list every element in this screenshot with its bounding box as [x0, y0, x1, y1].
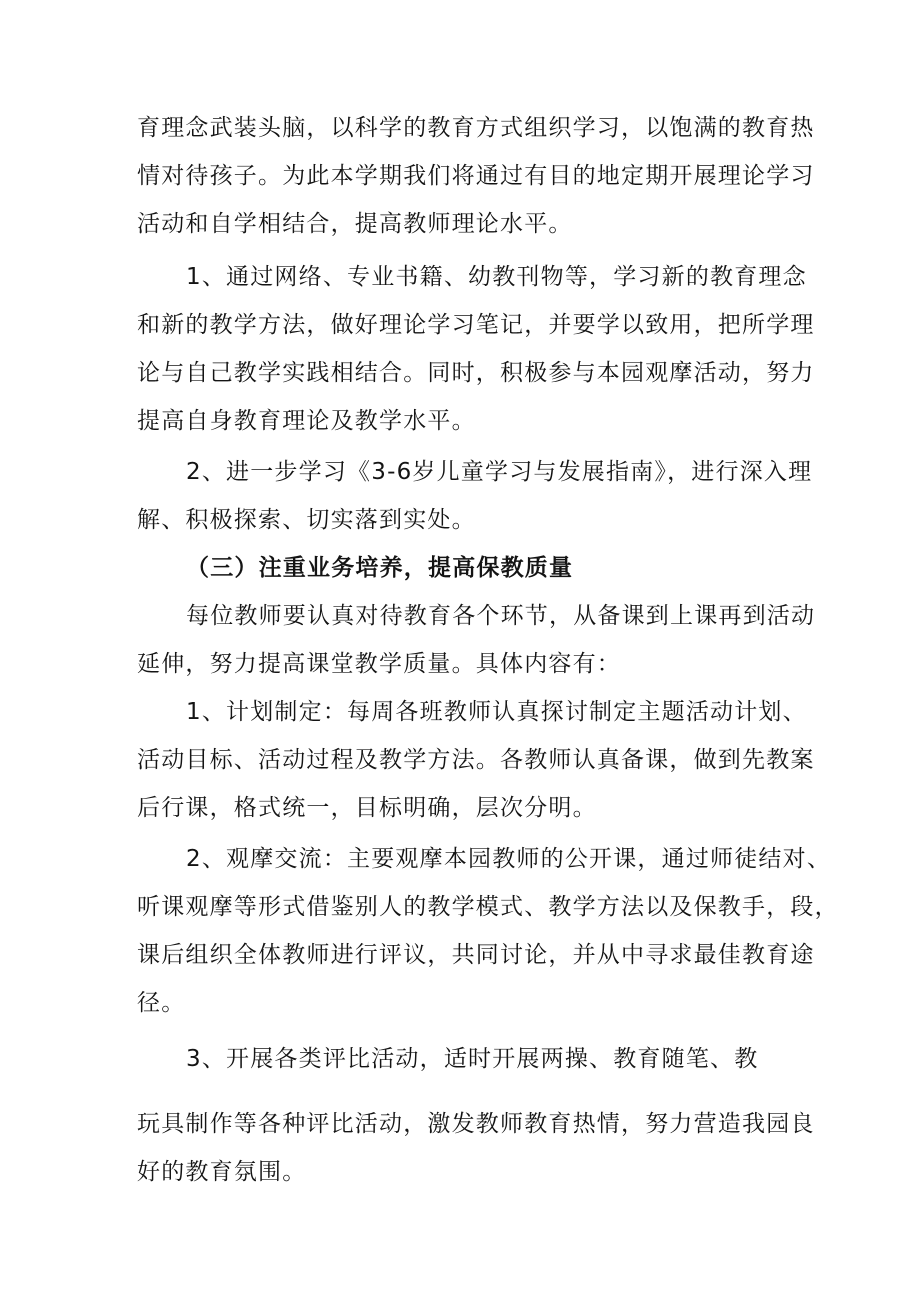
list-item-line: 3、开展各类评比活动，适时开展两操、教育随笔、教 [186, 1046, 759, 1072]
paragraph-line: 后行课，格式统一，目标明确，层次分明。 [137, 795, 597, 821]
paragraph-line: 和新的教学方法，做好理论学习笔记，并要学以致用，把所学理 [137, 312, 815, 338]
paragraph-line: 玩具制作等各种评比活动，激发教师教育热情，努力营造我园良 [137, 1111, 815, 1137]
paragraph-line: 课后组织全体教师进行评议，共同讨论，并从中寻求最佳教育途 [137, 942, 815, 968]
paragraph-line: 每位教师要认真对待教育各个环节，从备课到上课再到活动 [186, 603, 816, 629]
list-item-line: 1、计划制定：每周各班教师认真探讨制定主题活动计划、 [186, 699, 807, 725]
paragraph-line: 活动和自学相结合，提高教师理论水平。 [137, 211, 573, 237]
paragraph-line: 听课观摩等形式借鉴别人的教学模式、教学方法以及保教手，段， [137, 894, 839, 920]
paragraph-line: 提高自身教育理论及教学水平。 [137, 408, 476, 434]
paragraph-line: 论与自己教学实践相结合。同时，积极参与本园观摩活动，努力 [137, 360, 815, 386]
paragraph-line: 情对待孩子。为此本学期我们将通过有目的地定期开展理论学习 [137, 163, 815, 189]
paragraph-line: 育理念武装头脑，以科学的教育方式组织学习，以饱满的教育热 [137, 115, 815, 141]
paragraph-line: 好的教育氛围。 [137, 1159, 307, 1185]
list-item-line: 2、进一步学习《3-6岁儿童学习与发展指南》，进行深入理 [186, 459, 813, 485]
paragraph-line: 解、积极探索、切实落到实处。 [137, 507, 476, 533]
section-heading: （三）注重业务培养，提高保教质量 [186, 555, 574, 581]
paragraph-line: 活动目标、活动过程及教学方法。各教师认真备课，做到先教案 [137, 747, 815, 773]
list-item-line: 2、观摩交流：主要观摩本园教师的公开课，通过师徒结对、 [186, 846, 832, 872]
list-item-line: 1、通过网络、专业书籍、幼教刊物等，学习新的教育理念 [186, 264, 807, 290]
paragraph-line: 延伸，努力提高课堂教学质量。具体内容有： [137, 651, 621, 677]
paragraph-line: 径。 [137, 990, 186, 1016]
